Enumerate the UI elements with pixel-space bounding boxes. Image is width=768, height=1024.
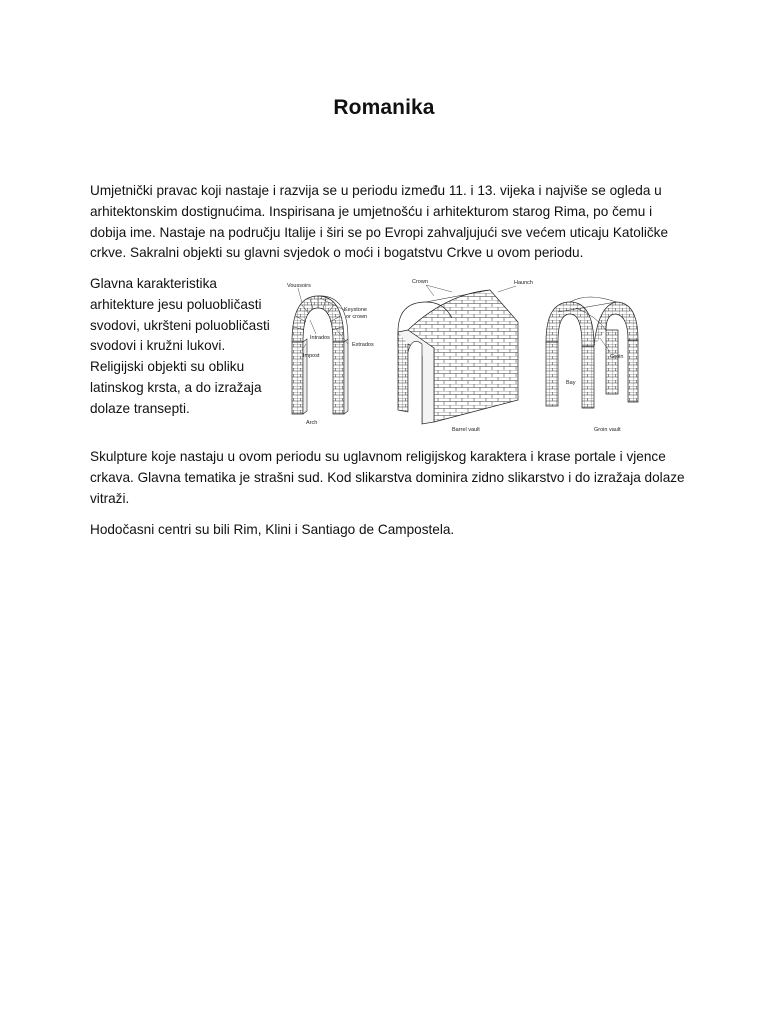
label-intrados: Intrados — [310, 335, 330, 341]
label-groin: Groin — [610, 354, 624, 360]
label-keystone: Keystone — [344, 307, 367, 313]
caption-barrel-vault: Barrel vault — [452, 427, 480, 433]
label-keystone-sub: or crown — [346, 314, 368, 320]
caption-arch: Arch — [306, 420, 318, 426]
label-bay: Bay — [566, 380, 576, 386]
arch-drawing — [287, 283, 374, 426]
groin-vault-drawing — [546, 297, 638, 433]
paragraph-pilgrimage: Hodočasni centri su bili Rim, Klini i Santiago de Campostela. — [90, 522, 455, 537]
label-crown: Crown — [412, 279, 428, 285]
label-haunch: Haunch — [514, 280, 533, 286]
paragraph-sculpture: Skulpture koje nastaju u ovom periodu su uglavnom religijskog karaktera i krase portale i vjence crkava. Glavna tematika je strašni sud. Kod slikarstva dominira zidno slikarstvo i do izražaja dolaze vitraži. — [90, 449, 685, 506]
architecture-figure — [276, 272, 684, 436]
barrel-vault-drawing — [398, 279, 533, 433]
label-voussoirs: Voussoirs — [287, 283, 311, 289]
label-impost: Impost — [303, 353, 320, 359]
label-extrados: Extrados — [352, 342, 374, 348]
caption-groin-vault: Groin vault — [594, 427, 621, 433]
paragraph-architecture: Glavna karakteristika arhitekture jesu poluobličasti svodovi, ukršteni poluobličasti svodovi i kružni lukovi. Religijski objekti su obliku latinskog krsta, a do izražaja dolaze transepti. — [90, 276, 270, 416]
page-title: Romanika — [333, 96, 435, 119]
paragraph-intro: Umjetnički pravac koji nastaje i razvija se u periodu između 11. i 13. vijeka i najviše se ogleda u arhitektonskim dostignućima. Inspirisana je umjetnošću i arhitekturom starog Rima, po čemu i dobija ime. Nastaje na području Italije i širi se po Evropi zahvaljujući sve većem uticaju Katoličke crkve. Sakralni objekti su glavni svjedok o moći i bogatstvu Crkve u ovom periodu. — [90, 183, 669, 261]
